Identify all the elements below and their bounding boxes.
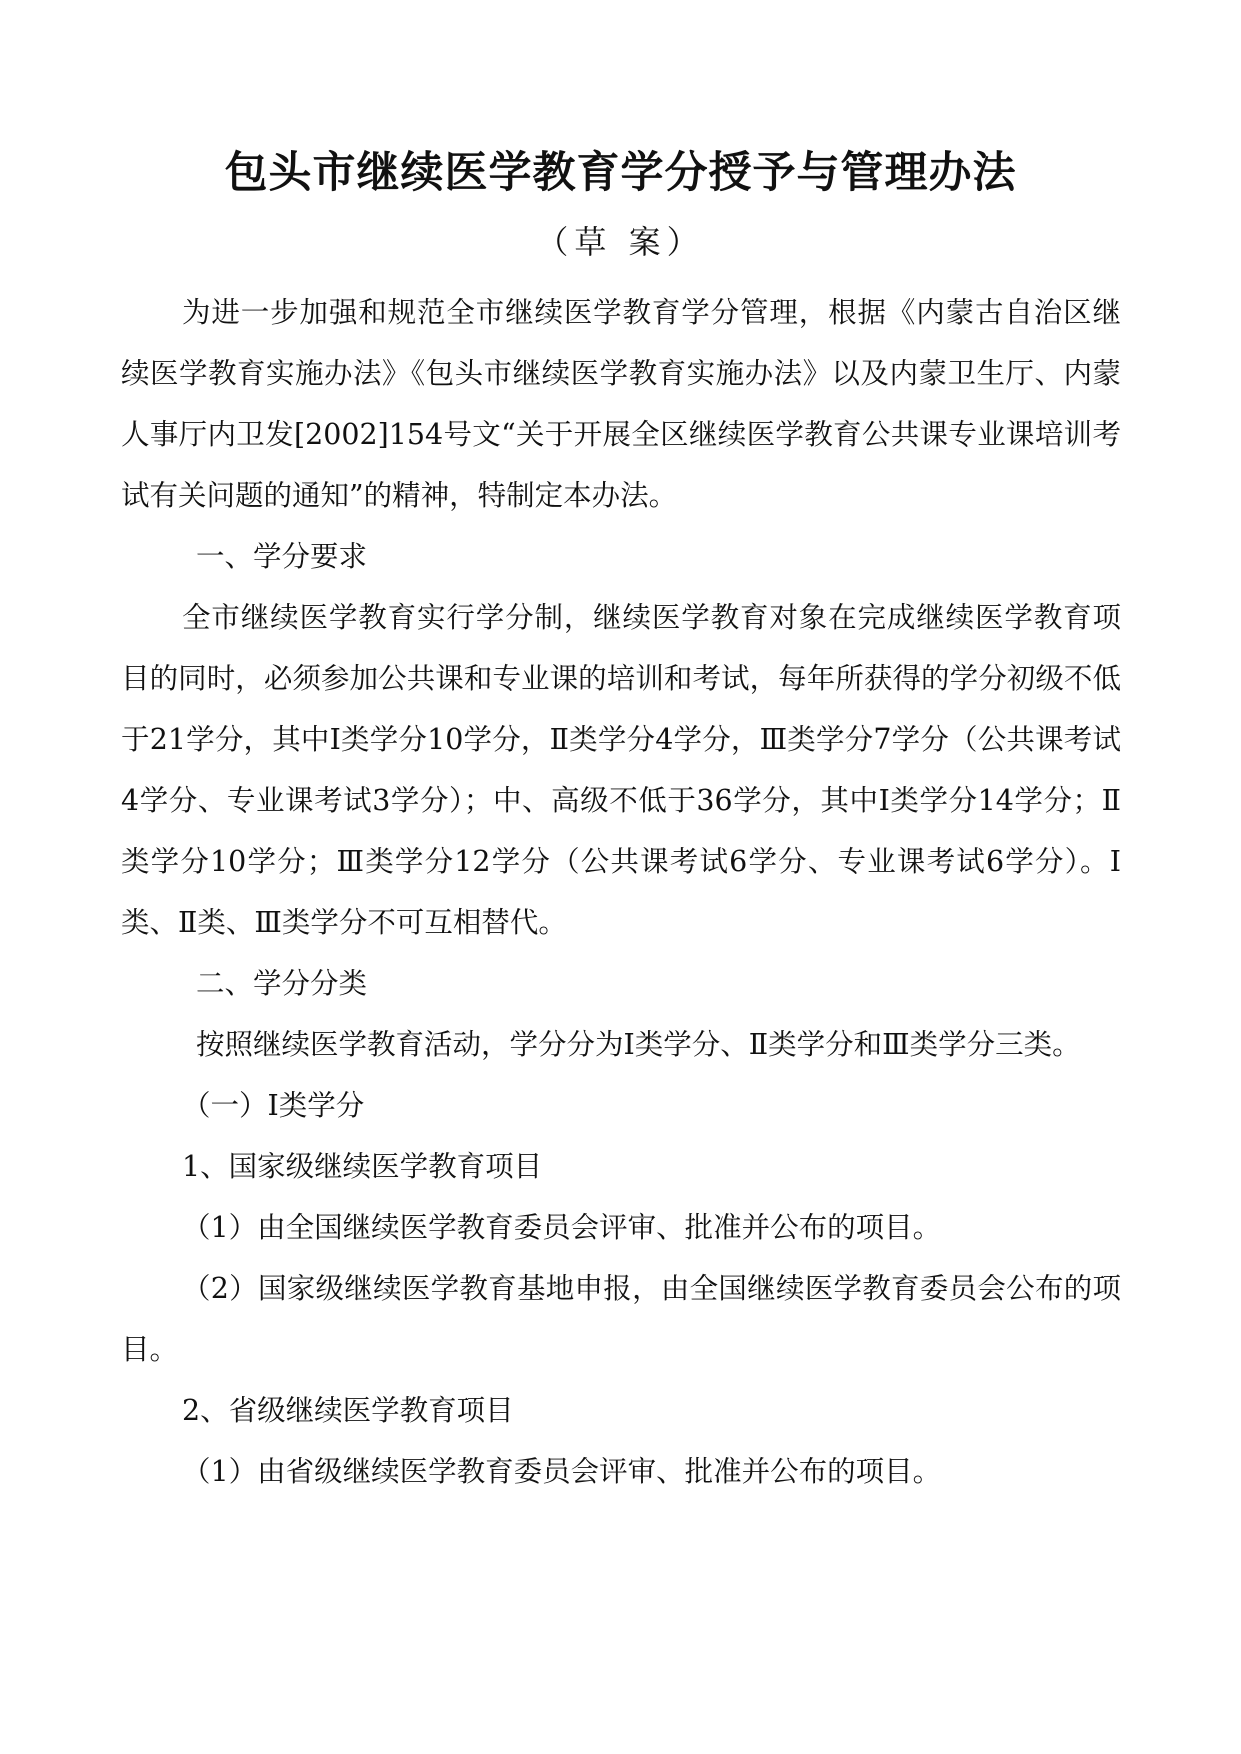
- item-provincial-projects-1: （1）由省级继续医学教育委员会评审、批准并公布的项目。: [182, 1455, 942, 1488]
- credit-requirements-paragraph: 全市继续医学教育实行学分制，继续医学教育对象在完成继续医学教育项目的同时，必须参加公共课和专业课的培训和考试，每年所获得的学分初级不低于21学分，其中Ⅰ类学分10学分，Ⅱ类学分4学分，Ⅲ类学分7学分（公共课考试4学分、专业课考试3学分）；中、高级不低于36学分，其中Ⅰ类学分14学分；Ⅱ类学分10学分；Ⅲ类学分12学分（公共课考试6学分、专业课考试6学分）。Ⅰ类、Ⅱ类、Ⅲ类学分不可互相替代。: [121, 601, 1121, 939]
- credit-classification-paragraph: 按照继续医学教育活动，学分分为Ⅰ类学分、Ⅱ类学分和Ⅲ类学分三类。: [196, 1028, 1081, 1061]
- item-provincial-projects: 2、省级继续医学教育项目: [182, 1394, 514, 1427]
- item-national-projects: 1、国家级继续医学教育项目: [182, 1150, 543, 1183]
- document-subtitle: （草 案）: [536, 223, 705, 261]
- item-national-projects-1: （1）由全国继续医学教育委员会评审、批准并公布的项目。: [182, 1211, 942, 1244]
- section-heading-credit-classification: 二、学分分类: [196, 967, 368, 1000]
- document-body: [121, 282, 1121, 1502]
- item-national-projects-2: （2）国家级继续医学教育基地申报，由全国继续医学教育委员会公布的项目。: [121, 1272, 1121, 1366]
- subsection-heading-class-one: （一）Ⅰ类学分: [182, 1089, 365, 1122]
- document-title: 包头市继续医学教育学分授予与管理办法: [224, 148, 1017, 198]
- intro-paragraph: 为进一步加强和规范全市继续医学教育学分管理，根据《内蒙古自治区继续医学教育实施办法》《包头市继续医学教育实施办法》以及内蒙卫生厅、内蒙人事厅内卫发[2002]154号文“关于开展全区继续医学教育公共课专业课培训考试有关问题的通知”的精神，特制定本办法。: [121, 296, 1121, 512]
- section-heading-credit-requirements: 一、学分要求: [196, 540, 368, 573]
